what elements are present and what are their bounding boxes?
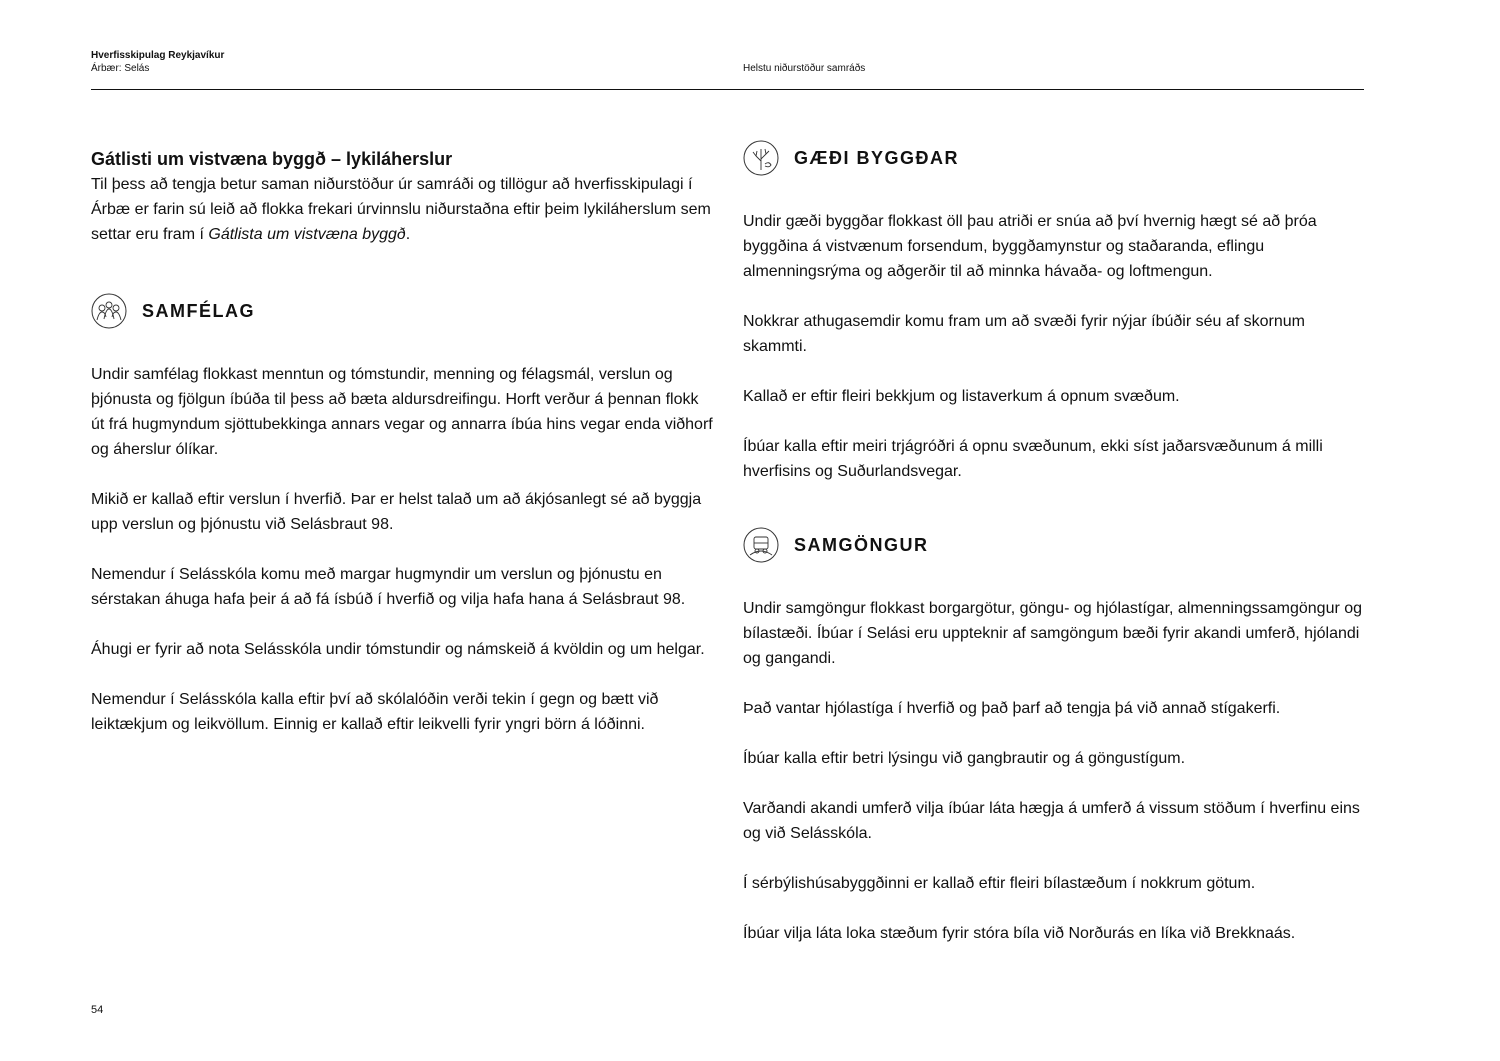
- transport-icon: [743, 527, 779, 563]
- samfelag-paragraph: Mikið er kallað eftir verslun í hverfið. Þar er helst talað um að ákjósanlegt sé að byggja upp verslun og þjónustu við Selásbraut 98.: [91, 491, 702, 533]
- document-subtitle: Árbær: Selás: [91, 63, 150, 74]
- samgongur-paragraph: Íbúar vilja láta loka stæðum fyrir stóra bíla við Norðurás en líka við Brekknaás.: [743, 925, 1296, 942]
- samfelag-paragraph: Áhugi er fyrir að nota Selásskóla undir tómstundir og námskeið á kvöldin og um helgar.: [91, 641, 705, 658]
- samfelag-paragraph: Undir samfélag flokkast menntun og tómstundir, menning og félagsmál, verslun og þjónusta og fjölgun íbúða til þess að bæta aldursdreifingu. Horft verður á þennan flokk út frá hugmyndum sjöttubekkinga annars vegar og annarra íbúa hins vegar enda viðhorf og áherslur ólíkar.: [91, 366, 713, 458]
- samgongur-title: SAMGÖNGUR: [794, 534, 929, 555]
- community-icon: [91, 293, 127, 329]
- tree-icon: [743, 140, 779, 176]
- gaedi-paragraph: Nokkrar athugasemdir komu fram um að svæði fyrir nýjar íbúðir séu af skornum skammti.: [743, 313, 1305, 355]
- section-header: Helstu niðurstöður samráðs: [743, 63, 866, 74]
- samfelag-paragraph: Nemendur í Selásskóla kalla eftir því að skólalóðin verði tekin í gegn og bætt við leiktækjum og leikvöllum. Einnig er kallað eftir leikvelli fyrir yngri börn á lóðinni.: [91, 691, 659, 733]
- right-column: [743, 139, 1368, 946]
- gaedi-heading: [743, 139, 1368, 177]
- samgongur-paragraph: Varðandi akandi umferð vilja íbúar láta hægja á umferð á vissum stöðum í hverfinu eins og við Selásskóla.: [743, 800, 1360, 842]
- samgongur-paragraph: Í sérbýlishúsabyggðinni er kallað eftir fleiri bílastæðum í nokkrum götum.: [743, 875, 1256, 892]
- document-title: Hverfisskipulag Reykjavíkur: [91, 50, 225, 61]
- samfelag-heading: [91, 292, 716, 330]
- intro-title: Gátlisti um vistvæna byggð – lykiláherslur: [91, 149, 453, 169]
- samgongur-paragraph: Undir samgöngur flokkast borgargötur, göngu- og hjólastígar, almenningssamgöngur og bílastæði. Íbúar í Selási eru uppteknir af samgöngum bæði fyrir akandi umferð, hjólandi og gangandi.: [743, 600, 1363, 667]
- gaedi-paragraph: Íbúar kalla eftir meiri trjágróðri á opnu svæðunum, ekki síst jaðarsvæðunum á milli hverfisins og Suðurlandsvegar.: [743, 438, 1323, 480]
- samgongur-paragraph: Það vantar hjólastíga í hverfið og það þarf að tengja þá við annað stígakerfi.: [743, 700, 1281, 717]
- gaedi-paragraph: Kallað er eftir fleiri bekkjum og listaverkum á opnum svæðum.: [743, 388, 1180, 405]
- samfelag-paragraph: Nemendur í Selásskóla komu með margar hugmyndir um verslun og þjónustu en sérstakan áhuga hafa þeir á að fá ísbúð í hverfið og vilja hafa hana á Selásbraut 98.: [91, 566, 686, 608]
- page-number: 54: [91, 1004, 104, 1016]
- left-column: [91, 147, 716, 737]
- samgongur-heading: [743, 526, 1368, 564]
- samfelag-title: SAMFÉLAG: [142, 300, 255, 321]
- samgongur-paragraph: Íbúar kalla eftir betri lýsingu við gangbrautir og á göngustígum.: [743, 750, 1186, 767]
- header-divider: [91, 89, 1364, 90]
- intro-text: Til þess að tengja betur saman niðurstöður úr samráði og tillögur að hverfisskipulagi í Árbæ er farin sú leið að flokka frekari úrvinnslu niðurstaðna eftir þeim lykiláherslum sem settar eru fram í Gátlista um vistvæna byggð.: [91, 176, 711, 243]
- gaedi-title: GÆÐI BYGGÐAR: [794, 147, 960, 168]
- gaedi-paragraph: Undir gæði byggðar flokkast öll þau atriði er snúa að því hvernig hægt sé að þróa byggðina á vistvænum forsendum, byggðamynstur og staðaranda, eflingu almenningsrýma og aðgerðir til að minnka hávaða- og loftmengun.: [743, 213, 1317, 280]
